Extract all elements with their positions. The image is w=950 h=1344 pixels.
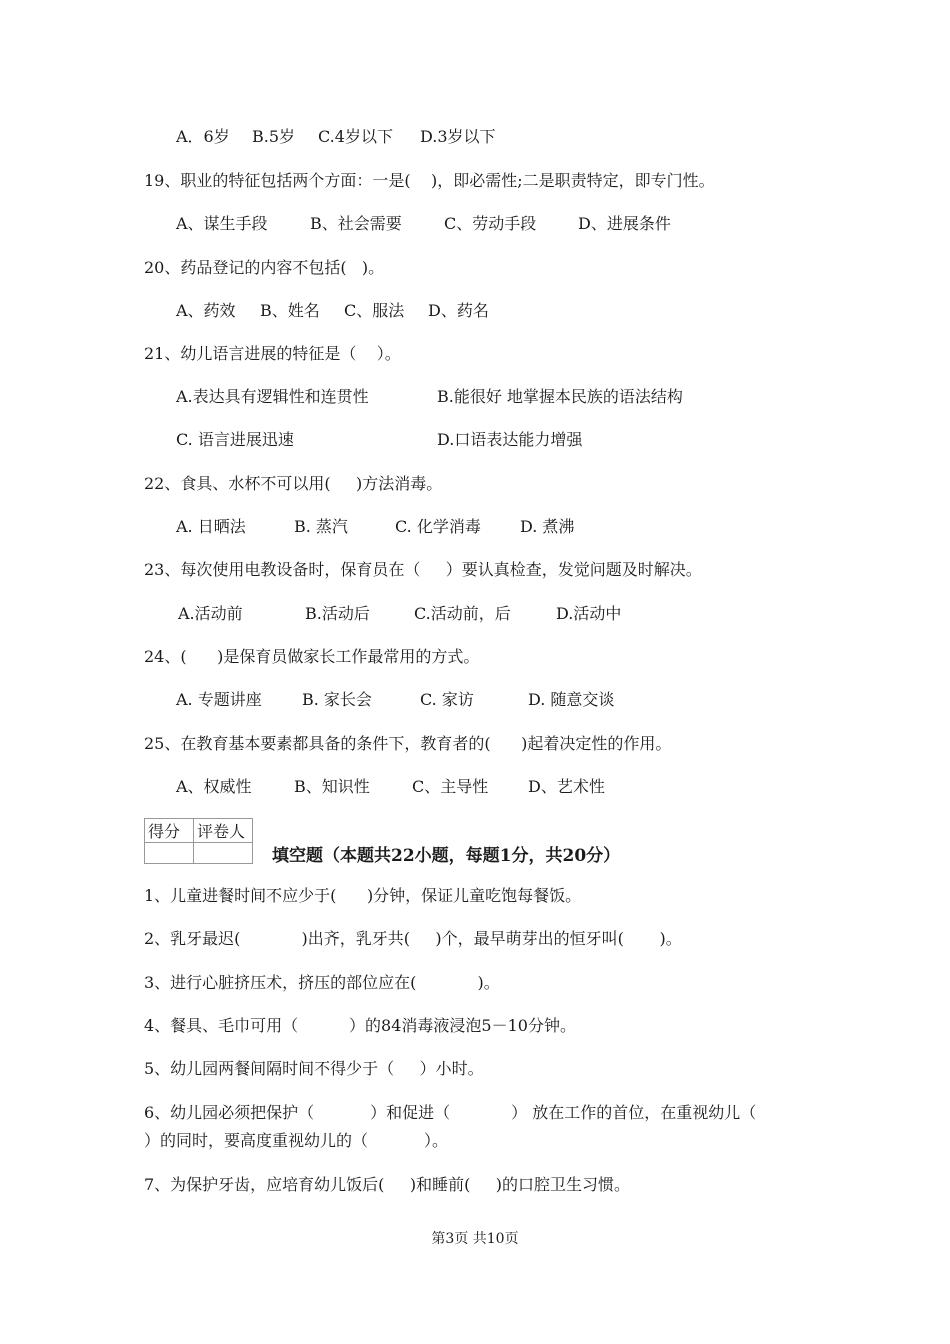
- grader-header: 评卷人: [194, 819, 253, 843]
- option-a: A、谋生手段: [176, 214, 268, 233]
- option-b: B.能很好 地掌握本民族的语法结构: [437, 387, 683, 406]
- fill-question: 4、餐具、毛巾可用（ ）的84消毒液浸泡5－10分钟。: [144, 1016, 576, 1035]
- option-c: C.4岁以下: [318, 127, 393, 146]
- page-number: 第3页 共10页: [431, 1231, 519, 1247]
- option-a: A、权威性: [176, 777, 252, 796]
- option-d: D、艺术性: [528, 777, 605, 796]
- question-stem: 23、每次使用电教设备时，保育员在（ ）要认真检查，发觉问题及时解决。: [144, 560, 702, 579]
- option-c: C.活动前，后: [414, 604, 511, 623]
- question-stem: 21、幼儿语言进展的特征是（ ）。: [144, 344, 401, 363]
- option-c: C. 化学消毒: [395, 517, 481, 536]
- option-b: B. 家长会: [302, 690, 372, 709]
- fill-question-continued: ）的同时，要高度重视幼儿的（ ）。: [144, 1131, 448, 1150]
- question-stem: 20、药品登记的内容不包括( )。: [144, 258, 385, 277]
- option-c: C、服法: [344, 301, 405, 320]
- option-b: B.5岁: [252, 127, 296, 146]
- option-a: A. 日晒法: [176, 517, 246, 536]
- option-c: C、主导性: [412, 777, 489, 796]
- fill-question: 1、儿童进餐时间不应少于( )分钟，保证儿童吃饱每餐饭。: [144, 886, 582, 905]
- fill-question: 6、幼儿园必须把保护（ ）和促进（ ） 放在工作的首位，在重视幼儿（: [144, 1103, 757, 1122]
- option-a: A.活动前: [178, 604, 243, 623]
- option-d: D.口语表达能力增强: [437, 430, 583, 449]
- fill-question: 3、进行心脏挤压术，挤压的部位应在( )。: [144, 973, 500, 992]
- fill-question: 5、幼儿园两餐间隔时间不得少于（ ）小时。: [144, 1059, 484, 1078]
- question-stem: 25、在教育基本要素都具备的条件下，教育者的( )起着决定性的作用。: [144, 734, 672, 753]
- option-b: B、知识性: [294, 777, 370, 796]
- option-a: A、药效: [176, 301, 236, 320]
- score-cell: [145, 843, 194, 864]
- score-table: [144, 818, 253, 864]
- score-header: 得分: [145, 819, 194, 843]
- fill-question: 2、乳牙最迟( )出齐，乳牙共( )个，最早萌芽出的恒牙叫( )。: [144, 929, 682, 948]
- option-d: D. 煮沸: [520, 517, 575, 536]
- grader-cell: [194, 843, 253, 864]
- option-b: B、姓名: [260, 301, 320, 320]
- option-a: A.表达具有逻辑性和连贯性: [176, 387, 369, 406]
- option-d: D.3岁以下: [420, 127, 496, 146]
- question-stem: 24、( )是保育员做家长工作最常用的方式。: [144, 647, 480, 666]
- option-b: B.活动后: [305, 604, 370, 623]
- option-b: B、社会需要: [310, 214, 402, 233]
- option-a: A．6岁: [176, 127, 230, 146]
- option-b: B. 蒸汽: [294, 517, 348, 536]
- option-c: C. 家访: [420, 690, 474, 709]
- fill-question: 7、为保护牙齿，应培育幼儿饭后( )和睡前( )的口腔卫生习惯。: [144, 1175, 631, 1194]
- question-stem: 19、职业的特征包括两个方面：一是( )，即必需性;二是职责特定，即专门性。: [144, 171, 715, 190]
- option-c: C. 语言进展迅速: [176, 430, 294, 449]
- option-d: D. 随意交谈: [528, 690, 615, 709]
- option-d: D.活动中: [556, 604, 622, 623]
- option-a: A. 专题讲座: [176, 690, 262, 709]
- question-stem: 22、食具、水杯不可以用( )方法消毒。: [144, 474, 443, 493]
- section-title: 填空题（本题共22小题，每题1分，共20分）: [272, 846, 621, 866]
- option-c: C、劳动手段: [444, 214, 537, 233]
- option-d: D、药名: [428, 301, 489, 320]
- option-d: D、进展条件: [578, 214, 671, 233]
